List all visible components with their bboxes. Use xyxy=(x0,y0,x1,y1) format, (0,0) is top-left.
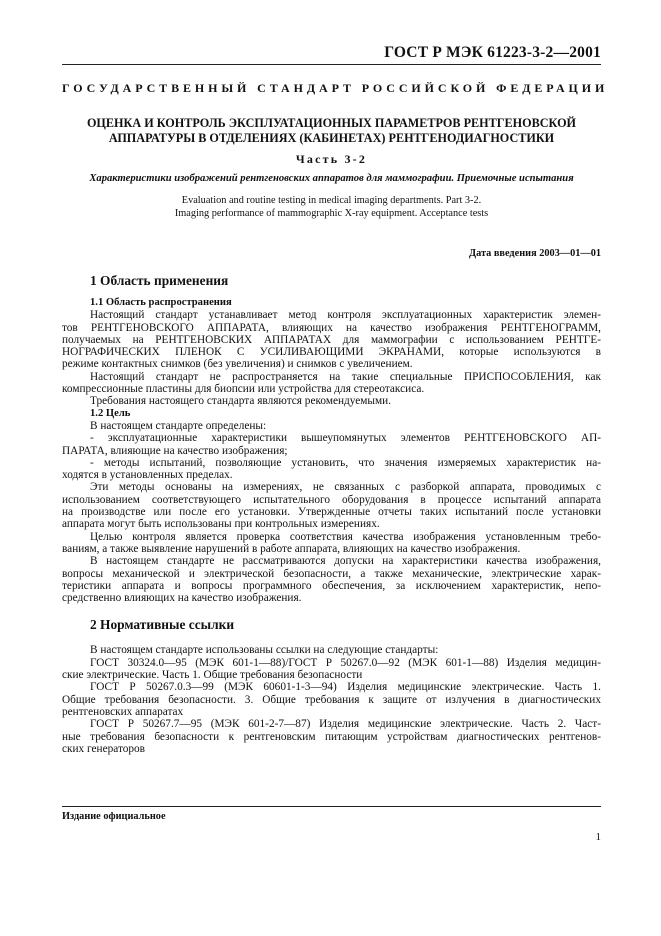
text-line: В настоящем стандарте не рассматриваются допуски на характеристики качества изображения, xyxy=(90,555,601,568)
text-line: получаемых на РЕНТГЕНОВСКИХ АППАРАТАХ для маммографии с использованием РЕНТГЕ- xyxy=(62,333,601,346)
section-heading: 2 Нормативные ссылки xyxy=(90,617,235,633)
official-edition-label: Издание официальное xyxy=(62,811,166,822)
page-number: 1 xyxy=(595,831,601,843)
reference-line: Общие требования безопасности. 3. Общие требования к защите от излучения в диагностических xyxy=(62,693,601,706)
text-line: Настоящий стандарт не распространяется на такие специальные ПРИСПОСОБЛЕНИЯ, как xyxy=(90,370,601,383)
text-line: режиме контактных снимков (без увеличения) и снимков с увеличением. xyxy=(62,358,413,371)
text-line: В настоящем стандарте использованы ссылки на следующие стандарты: xyxy=(90,644,439,657)
text-line: - эксплуатационные характеристики вышеупомянутых элементов РЕНТГЕНОВСКОГО АП- xyxy=(90,432,601,445)
reference-line: ГОСТ Р 50267.0.3—99 (МЭК 60601-1-3—94) Изделия медицинские электрические. Часть 1. xyxy=(90,681,601,694)
english-title-line: Imaging performance of mammographic X-ray equipment. Acceptance tests xyxy=(174,207,489,219)
text-line: ПАРАТА, влияющие на качество изображения; xyxy=(62,444,288,457)
footer-divider xyxy=(62,806,601,807)
text-line: средственно влияющих на качество изображения. xyxy=(62,592,302,605)
title-line: ОЦЕНКА И КОНТРОЛЬ ЭКСПЛУАТАЦИОННЫХ ПАРАМЕТРОВ РЕНТГЕНОВСКОЙ xyxy=(86,116,577,130)
subsection-heading: 1.2 Цель xyxy=(90,407,131,419)
document-body xyxy=(62,272,601,755)
text-line: В настоящем стандарте определены: xyxy=(90,419,267,432)
text-line: Эти методы основаны на измерениях, не связанных с разборкой аппарата, проводимых с xyxy=(90,481,601,494)
introduction-date: Дата введения 2003—01—01 xyxy=(469,248,601,259)
text-line: на производстве или после его установки. Утвержденные отчеты таких испытаний после установки xyxy=(62,506,601,519)
text-line: НОГРАФИЧЕСКИХ ПЛЕНОК С УСИЛИВАЮЩИМИ ЭКРАНАМИ, которые используются в xyxy=(62,346,601,359)
document-code: ГОСТ Р МЭК 61223-3-2—2001 xyxy=(384,44,601,61)
text-line: вопросы механической и электрической безопасности, а также механические, электрические харак- xyxy=(62,567,601,580)
text-line: компрессионные пластины для биопсии или устройства для стереотаксиса. xyxy=(62,383,425,396)
reference-line: ГОСТ 30324.0—95 (МЭК 601-1—88)/ГОСТ Р 50267.0—92 (МЭК 601-1—88) Изделия медицин- xyxy=(90,656,601,669)
text-line: Требования настоящего стандарта являются рекомендуемыми. xyxy=(90,395,392,408)
english-title-line: Evaluation and routine testing in medical imaging departments. Part 3-2. xyxy=(181,195,482,206)
reference-line: ные требования безопасности к рентгеновским питающим устройствам диагностических рентгенов- xyxy=(62,730,601,743)
text-line: ваниям, а также выявление нарушений в работе аппарата, влияющих на качество изображения. xyxy=(62,542,521,555)
title-line: АППАРАТУРЫ В ОТДЕЛЕНИЯХ (КАБИНЕТАХ) РЕНТГЕНОДИАГНОСТИКИ xyxy=(108,131,555,145)
reference-line: ских генераторов xyxy=(62,742,146,755)
text-line: тов РЕНТГЕНОВСКОГО АППАРАТА, влияющих на качество изображения РЕНТГЕНОГРАММ, xyxy=(62,321,601,334)
text-line: Настоящий стандарт устанавливает метод контроля эксплуатационных характеристик элемен- xyxy=(90,309,601,322)
title-block xyxy=(62,116,601,220)
text-line: - методы испытаний, позволяющие установить, что значения измеряемых характеристик на- xyxy=(90,456,601,469)
text-line: использованием соответствующего испытательного оборудования в процессе испытаний аппарата xyxy=(62,493,601,506)
reference-line: ские электрические. Часть 1. Общие требования безопасности xyxy=(62,669,363,682)
header-divider xyxy=(62,64,601,65)
subsection-heading: 1.1 Область распространения xyxy=(90,297,232,308)
reference-line: рентгеновских аппаратах xyxy=(62,705,184,718)
text-line: ходятся в установленных пределах. xyxy=(62,469,233,482)
subtitle: Характеристики изображений рентгеновских аппаратов для маммографии. Приемочные испытания xyxy=(89,173,574,184)
section-heading: 1 Область применения xyxy=(90,273,229,288)
text-line: аппарата могут быть использованы при контрольных измерениях. xyxy=(62,518,380,531)
part-label: Часть 3-2 xyxy=(295,152,368,166)
reference-line: ГОСТ Р 50267.7—95 (МЭК 601-2-7—87) Изделия медицинские электрические. Часть 2. Част- xyxy=(90,718,601,731)
text-line: Целью контроля является проверка соответствия качества изображения установленным требо- xyxy=(90,530,601,543)
text-line: теристики аппарата и вопросы программного обеспечения, за исключением характеристик, непо- xyxy=(62,579,601,592)
state-standard-header: ГОСУДАРСТВЕННЫЙ СТАНДАРТ РОССИЙСКОЙ ФЕДЕРАЦИИ xyxy=(62,81,609,95)
